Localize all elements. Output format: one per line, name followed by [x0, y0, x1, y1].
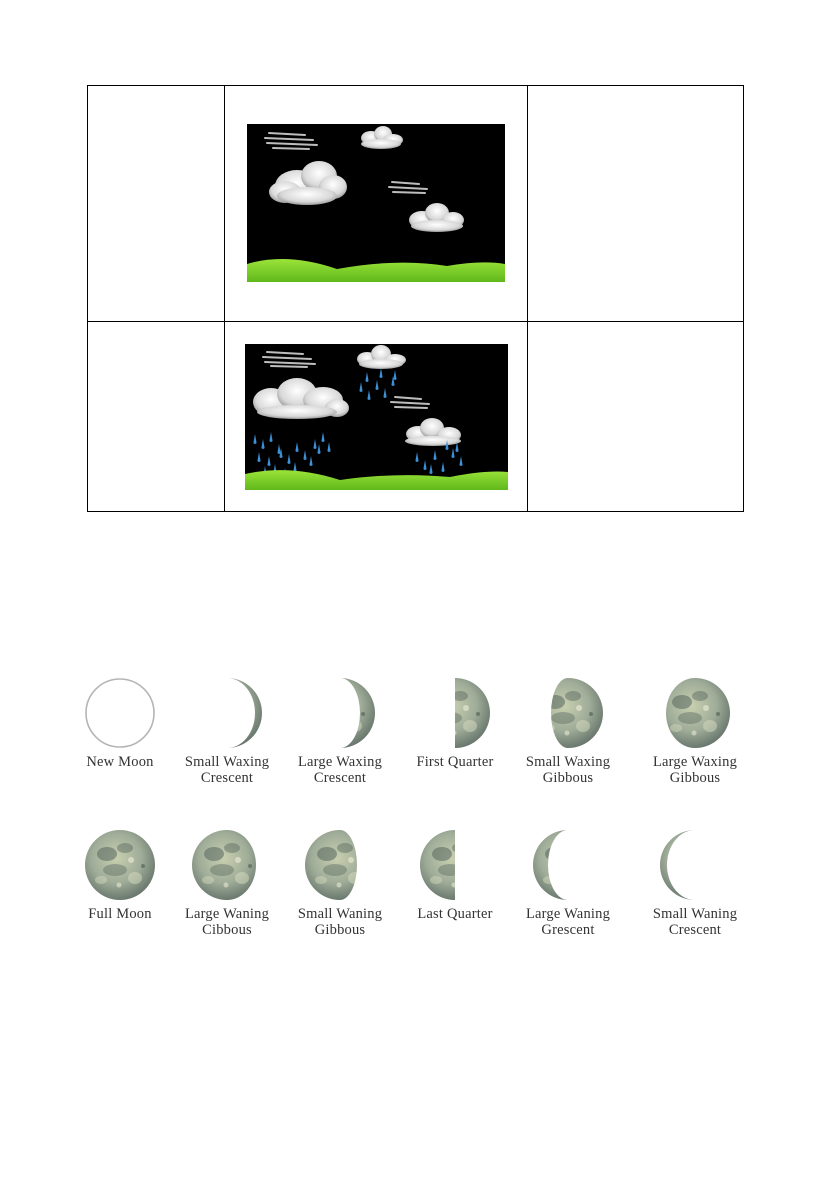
moon-phase-label-line: Cibbous	[202, 922, 252, 938]
moon-phase-label	[390, 754, 520, 770]
moon-phase-label-line: Crescent	[668, 922, 722, 938]
moon-icon	[420, 678, 490, 748]
clouds-wind-icon	[247, 124, 505, 282]
weather-label-cell	[88, 86, 225, 322]
moon-phase-small-waning-gibbous	[280, 830, 400, 940]
moon-phase-large-waxing-crescent	[280, 678, 400, 788]
moon-icon	[660, 678, 730, 748]
weather-note-cell	[528, 86, 744, 322]
moon-phase-small-waning-crescent	[635, 830, 755, 940]
new-moon-icon	[85, 678, 155, 748]
moon-phase-label	[503, 906, 633, 938]
moon-icon	[192, 678, 262, 748]
weather-image-cell	[225, 321, 528, 511]
moon-phase-label	[390, 906, 520, 922]
moon-phase-label-line: Crescent	[200, 770, 254, 786]
moon-phase-label-line: Large Waning	[184, 906, 270, 922]
moon-phase-last-quarter	[395, 830, 515, 940]
weather-table	[87, 85, 744, 512]
moon-phase-label	[630, 754, 760, 786]
moon-phase-label-line: Gibbous	[669, 770, 721, 786]
moon-icon	[305, 678, 375, 748]
moon-phase-label	[275, 754, 405, 786]
moon-icon	[305, 830, 375, 900]
moon-phase-small-waxing-gibbous	[508, 678, 628, 788]
moon-phase-label-line: New Moon	[86, 754, 154, 770]
moon-phase-label-line: Gibbous	[542, 770, 594, 786]
moon-icon	[660, 830, 730, 900]
moon-icon	[533, 678, 603, 748]
weather-row-rainy	[88, 321, 744, 511]
moon-phase-large-waning-crescent	[508, 830, 628, 940]
moon-phase-label-line: Large Waxing	[297, 754, 383, 770]
moon-phase-label-line: Small Waning	[297, 906, 383, 922]
moon-phase-label-line: Large Waning	[525, 906, 611, 922]
moon-phase-first-quarter	[395, 678, 515, 788]
moon-phase-large-waning-gibbous	[167, 830, 287, 940]
moon-phase-label-line: Small Waxing	[184, 754, 270, 770]
moon-phase-label-line: Small Waning	[652, 906, 738, 922]
weather-label-cell	[88, 321, 225, 511]
moon-phase-label-line: Gibbous	[314, 922, 366, 938]
moon-phase-label-line: Small Waxing	[525, 754, 611, 770]
moon-phase-label	[503, 754, 633, 786]
moon-icon	[192, 830, 262, 900]
rain-clouds-wind-icon	[245, 344, 508, 490]
moon-phase-label-line: Full Moon	[88, 906, 152, 922]
moon-phase-large-waxing-gibbous	[635, 678, 755, 788]
moon-phase-label-line: Last Quarter	[417, 906, 493, 922]
weather-image-cell	[225, 86, 528, 322]
moon-phase-label-line: First Quarter	[416, 754, 494, 770]
moon-phase-label	[162, 906, 292, 938]
weather-row-cloudy	[88, 86, 744, 322]
moon-phase-label-line: Crescent	[313, 770, 367, 786]
moon-phase-small-waxing-crescent	[167, 678, 287, 788]
moon-phase-label	[275, 906, 405, 938]
moon-phase-label	[162, 754, 292, 786]
moon-icon	[85, 830, 155, 900]
weather-note-cell	[528, 321, 744, 511]
moon-phase-label-line: Large Waxing	[652, 754, 738, 770]
moon-phase-label	[630, 906, 760, 938]
moon-icon	[420, 830, 490, 900]
moon-icon	[533, 830, 603, 900]
moon-phase-label-line: Grescent	[541, 922, 595, 938]
